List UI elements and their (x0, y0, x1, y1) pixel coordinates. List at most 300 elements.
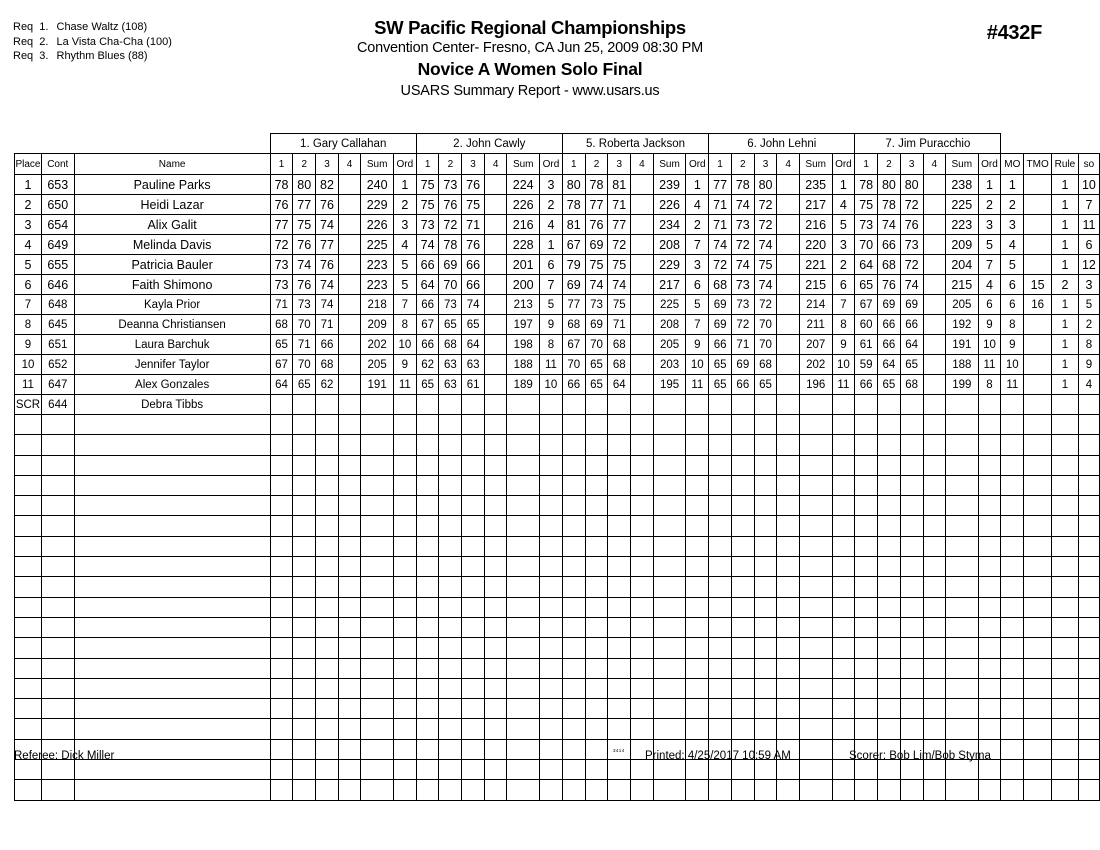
row-judge5-score2 (878, 496, 901, 516)
row-judge5-score1 (855, 536, 878, 556)
table-row[interactable] (15, 275, 1100, 295)
row-judge1-score1 (270, 678, 293, 698)
row-judge1-score1: 73 (270, 275, 293, 295)
row-judge4-ord (832, 395, 855, 415)
row-judge2-ord (540, 577, 563, 597)
row-judge5-score2: 66 (878, 235, 901, 255)
judge-title-3: 5. Roberta Jackson (562, 134, 708, 154)
row-judge5-score2: 74 (878, 215, 901, 235)
row-judge1-ord: 10 (393, 335, 416, 355)
row-judge2-score1: 66 (416, 335, 439, 355)
referee-label: Referee: Dick Miller (14, 750, 115, 762)
row-judge5-score1 (855, 699, 878, 719)
row-judge2-sum: 200 (507, 275, 540, 295)
row-judge3-score3: 71 (608, 315, 631, 335)
row-skater-name: Alex Gonzales (74, 375, 270, 395)
row-judge3-score3 (608, 597, 631, 617)
column-header-row (15, 154, 1100, 175)
row-rule (1052, 475, 1079, 495)
row-judge2-ord (540, 658, 563, 678)
row-judge4-score3 (754, 455, 777, 475)
row-judge2-score4 (484, 617, 506, 637)
row-judge3-ord: 3 (686, 255, 709, 275)
row-sum-ordinals (1078, 719, 1099, 739)
row-judge4-ord (832, 536, 855, 556)
row-judge4-score4 (777, 275, 799, 295)
row-contestant-number: 652 (41, 355, 74, 375)
row-skater-name (74, 516, 270, 536)
row-judge5-score1: 61 (855, 335, 878, 355)
row-judge2-score4 (484, 355, 506, 375)
row-judge1-score2: 73 (293, 295, 316, 315)
row-judge4-score1 (709, 577, 732, 597)
row-judge3-sum: 195 (653, 375, 686, 395)
row-judge4-sum: 196 (799, 375, 832, 395)
row-total-majority-ordinal (1024, 699, 1052, 719)
table-row[interactable] (15, 255, 1100, 275)
row-total-majority-ordinal (1024, 577, 1052, 597)
row-judge1-score4 (338, 597, 360, 617)
row-judge4-ord (832, 516, 855, 536)
table-row-empty[interactable] (15, 638, 1100, 658)
row-judge5-score2 (878, 577, 901, 597)
row-rule: 1 (1052, 315, 1079, 335)
row-judge4-score3 (754, 719, 777, 739)
row-judge3-sum: 225 (653, 295, 686, 315)
row-judge3-score3 (608, 658, 631, 678)
row-judge2-score2 (439, 658, 462, 678)
row-judge3-score3 (608, 536, 631, 556)
row-judge5-score4 (923, 255, 945, 275)
row-judge4-score2 (731, 455, 754, 475)
table-row[interactable] (15, 315, 1100, 335)
row-judge1-score2 (293, 395, 316, 415)
row-judge2-score3: 64 (462, 335, 485, 355)
row-judge5-score4 (923, 638, 945, 658)
row-judge5-score1 (855, 577, 878, 597)
table-row[interactable] (15, 175, 1100, 195)
row-judge2-score2 (439, 780, 462, 800)
row-judge1-score4 (338, 658, 360, 678)
row-judge4-score3: 70 (754, 335, 777, 355)
row-judge5-ord (978, 719, 1001, 739)
table-row-empty[interactable] (15, 719, 1100, 739)
row-judge3-ord: 1 (686, 175, 709, 195)
row-judge5-score4 (923, 536, 945, 556)
row-judge2-ord: 6 (540, 255, 563, 275)
row-judge1-score3: 77 (316, 235, 339, 255)
row-judge3-score4 (631, 175, 654, 195)
row-skater-name (74, 435, 270, 455)
row-rule (1052, 557, 1079, 577)
column-header-judge1-score4: 4 (338, 154, 360, 175)
row-judge1-score3: 74 (316, 295, 339, 315)
table-row-empty[interactable] (15, 536, 1100, 556)
row-judge1-score2 (293, 617, 316, 637)
row-judge2-score2: 63 (439, 375, 462, 395)
row-majority-ordinal (1001, 516, 1024, 536)
row-judge3-score1: 77 (562, 295, 585, 315)
row-skater-name (74, 617, 270, 637)
row-judge4-score2: 71 (731, 335, 754, 355)
row-judge4-sum: 207 (799, 335, 832, 355)
row-judge3-score3: 77 (608, 215, 631, 235)
table-row-empty[interactable] (15, 577, 1100, 597)
row-judge1-score3 (316, 780, 339, 800)
row-skater-name (74, 719, 270, 739)
row-judge3-score2 (585, 455, 608, 475)
table-row-empty[interactable] (15, 699, 1100, 719)
row-judge2-score1 (416, 516, 439, 536)
row-judge3-score4 (631, 435, 654, 455)
row-place (15, 496, 42, 516)
column-header-judge2-sum: Sum (507, 154, 540, 175)
row-rule: 1 (1052, 175, 1079, 195)
row-sum-ordinals: 9 (1078, 355, 1099, 375)
row-judge1-score4 (338, 577, 360, 597)
column-header-name: Name (74, 154, 270, 175)
row-judge5-score3 (900, 597, 923, 617)
row-judge4-sum (799, 395, 832, 415)
row-judge3-ord (686, 597, 709, 617)
row-judge4-score2 (731, 719, 754, 739)
row-judge4-score3 (754, 475, 777, 495)
row-judge4-score4 (777, 678, 799, 698)
column-header-judge5-sum: Sum (945, 154, 978, 175)
row-skater-name (74, 536, 270, 556)
row-total-majority-ordinal (1024, 235, 1052, 255)
row-judge3-sum (653, 719, 686, 739)
row-judge5-ord: 7 (978, 255, 1001, 275)
row-judge1-score4 (338, 617, 360, 637)
row-judge3-score2 (585, 496, 608, 516)
judge-title-tail-spacer (1001, 134, 1100, 154)
row-judge4-score4 (777, 315, 799, 335)
judge-title-spacer (15, 134, 271, 154)
row-judge5-sum (945, 395, 978, 415)
table-row-empty[interactable] (15, 415, 1100, 435)
row-judge4-sum: 235 (799, 175, 832, 195)
row-total-majority-ordinal (1024, 678, 1052, 698)
row-judge5-score2 (878, 475, 901, 495)
row-judge5-score4 (923, 597, 945, 617)
row-judge1-score4 (338, 678, 360, 698)
row-judge4-ord (832, 638, 855, 658)
row-judge3-score2 (585, 780, 608, 800)
row-judge1-sum (361, 557, 394, 577)
row-judge4-score2 (731, 597, 754, 617)
judge-title-5: 7. Jim Puracchio (855, 134, 1001, 154)
row-judge2-score3: 61 (462, 375, 485, 395)
row-judge1-score1 (270, 415, 293, 435)
row-judge5-score3 (900, 557, 923, 577)
row-judge5-score4 (923, 295, 945, 315)
row-contestant-number: 648 (41, 295, 74, 315)
row-judge2-score4 (484, 557, 506, 577)
row-judge2-score3: 76 (462, 235, 485, 255)
row-rule (1052, 415, 1079, 435)
row-contestant-number: 646 (41, 275, 74, 295)
row-judge2-score1 (416, 415, 439, 435)
row-judge5-score3 (900, 638, 923, 658)
row-judge2-score3: 65 (462, 315, 485, 335)
table-row-empty[interactable] (15, 475, 1100, 495)
row-sum-ordinals (1078, 395, 1099, 415)
row-judge5-score1 (855, 435, 878, 455)
row-majority-ordinal: 11 (1001, 375, 1024, 395)
row-judge1-score1: 73 (270, 255, 293, 275)
row-judge5-score3 (900, 415, 923, 435)
row-judge5-score1 (855, 415, 878, 435)
column-header-judge3-score2: 2 (585, 154, 608, 175)
row-judge4-score3 (754, 435, 777, 455)
table-row[interactable] (15, 375, 1100, 395)
row-judge5-sum (945, 780, 978, 800)
row-judge2-score2 (439, 617, 462, 637)
row-judge4-ord (832, 435, 855, 455)
row-judge3-score2: 65 (585, 375, 608, 395)
row-judge3-score2: 69 (585, 235, 608, 255)
row-judge1-score4 (338, 699, 360, 719)
row-judge5-score1 (855, 455, 878, 475)
row-judge1-score1: 65 (270, 335, 293, 355)
row-total-majority-ordinal (1024, 455, 1052, 475)
row-judge3-score1: 67 (562, 335, 585, 355)
row-judge4-score1: 77 (709, 175, 732, 195)
row-judge3-score1 (562, 678, 585, 698)
table-row-empty[interactable] (15, 780, 1100, 800)
table-row-empty[interactable] (15, 435, 1100, 455)
row-judge5-score3 (900, 699, 923, 719)
row-sum-ordinals (1078, 516, 1099, 536)
table-row-empty[interactable] (15, 455, 1100, 475)
row-judge4-sum: 216 (799, 215, 832, 235)
row-place: 2 (15, 195, 42, 215)
row-judge2-score3: 74 (462, 295, 485, 315)
requirement-label: Req (13, 50, 34, 62)
row-sum-ordinals: 5 (1078, 295, 1099, 315)
table-row-empty[interactable] (15, 658, 1100, 678)
row-judge2-score2: 73 (439, 295, 462, 315)
row-judge2-ord (540, 597, 563, 617)
row-judge4-score4 (777, 375, 799, 395)
table-row[interactable] (15, 355, 1100, 375)
row-rule (1052, 699, 1079, 719)
row-judge4-score1: 71 (709, 195, 732, 215)
row-judge2-ord (540, 617, 563, 637)
table-row[interactable] (15, 195, 1100, 215)
row-judge5-ord (978, 435, 1001, 455)
row-judge4-sum (799, 638, 832, 658)
row-judge1-score2 (293, 577, 316, 597)
row-judge2-score3: 63 (462, 355, 485, 375)
row-judge5-sum (945, 415, 978, 435)
row-judge2-score3 (462, 435, 485, 455)
row-judge5-score3: 72 (900, 255, 923, 275)
row-judge5-score4 (923, 275, 945, 295)
row-judge4-score4 (777, 597, 799, 617)
row-sum-ordinals (1078, 455, 1099, 475)
row-judge3-score3: 71 (608, 195, 631, 215)
row-judge3-ord (686, 678, 709, 698)
row-judge1-score3: 76 (316, 195, 339, 215)
row-judge4-score2 (731, 658, 754, 678)
row-skater-name: Jennifer Taylor (74, 355, 270, 375)
row-judge5-sum (945, 678, 978, 698)
column-header-judge5-score2: 2 (878, 154, 901, 175)
row-judge3-score4 (631, 516, 654, 536)
row-sum-ordinals (1078, 415, 1099, 435)
row-judge4-score2 (731, 678, 754, 698)
row-majority-ordinal (1001, 597, 1024, 617)
row-judge3-score3 (608, 475, 631, 495)
row-judge3-score2: 74 (585, 275, 608, 295)
row-judge2-score2 (439, 719, 462, 739)
table-row-empty[interactable] (15, 597, 1100, 617)
table-row[interactable] (15, 295, 1100, 315)
row-judge3-score3 (608, 638, 631, 658)
row-judge2-score4 (484, 658, 506, 678)
row-total-majority-ordinal (1024, 355, 1052, 375)
row-place: 10 (15, 355, 42, 375)
column-header-judge4-sum: Sum (799, 154, 832, 175)
row-total-majority-ordinal (1024, 255, 1052, 275)
row-judge5-score1: 60 (855, 315, 878, 335)
judge-title-row (15, 134, 1100, 154)
table-row-empty[interactable] (15, 557, 1100, 577)
row-place (15, 435, 42, 455)
row-majority-ordinal (1001, 658, 1024, 678)
row-judge5-score4 (923, 699, 945, 719)
row-judge2-score2: 72 (439, 215, 462, 235)
row-judge4-score3 (754, 496, 777, 516)
row-judge4-score1 (709, 496, 732, 516)
row-place: 9 (15, 335, 42, 355)
row-judge2-ord: 10 (540, 375, 563, 395)
row-judge1-score3 (316, 455, 339, 475)
row-judge2-score4 (484, 475, 506, 495)
row-judge2-score4 (484, 699, 506, 719)
row-rule (1052, 658, 1079, 678)
row-judge3-ord: 6 (686, 275, 709, 295)
row-judge2-score1 (416, 638, 439, 658)
row-skater-name: Laura Barchuk (74, 335, 270, 355)
row-judge1-sum (361, 475, 394, 495)
row-judge2-score2: 65 (439, 315, 462, 335)
row-judge5-ord: 4 (978, 275, 1001, 295)
row-judge2-score2: 76 (439, 195, 462, 215)
row-judge3-score4 (631, 699, 654, 719)
row-judge5-score1 (855, 719, 878, 739)
row-judge4-score2 (731, 435, 754, 455)
row-judge4-score2: 73 (731, 215, 754, 235)
row-judge1-score3 (316, 536, 339, 556)
row-judge4-score2: 73 (731, 295, 754, 315)
row-sum-ordinals: 2 (1078, 315, 1099, 335)
row-judge4-score2 (731, 638, 754, 658)
row-judge3-score2 (585, 577, 608, 597)
table-row-empty[interactable] (15, 617, 1100, 637)
row-total-majority-ordinal (1024, 215, 1052, 235)
row-judge2-score4 (484, 455, 506, 475)
requirement-number: 1. (39, 21, 49, 33)
column-header-place: Place (15, 154, 42, 175)
row-judge5-sum (945, 658, 978, 678)
row-judge1-ord (393, 577, 416, 597)
table-row-empty[interactable] (15, 678, 1100, 698)
row-judge2-sum: 189 (507, 375, 540, 395)
row-judge3-score3 (608, 557, 631, 577)
row-judge1-score2: 76 (293, 235, 316, 255)
row-judge4-score4 (777, 475, 799, 495)
row-judge2-score1: 67 (416, 315, 439, 335)
table-row[interactable] (15, 395, 1100, 415)
row-judge5-score3 (900, 658, 923, 678)
row-judge3-score1: 70 (562, 355, 585, 375)
row-judge1-score2 (293, 699, 316, 719)
row-judge4-score1 (709, 536, 732, 556)
row-judge4-score4 (777, 415, 799, 435)
row-judge3-ord (686, 658, 709, 678)
row-judge3-score1: 66 (562, 375, 585, 395)
row-judge4-score1: 71 (709, 215, 732, 235)
row-judge4-score2: 72 (731, 315, 754, 335)
row-majority-ordinal (1001, 699, 1024, 719)
row-majority-ordinal: 1 (1001, 175, 1024, 195)
row-judge2-score4 (484, 678, 506, 698)
table-row[interactable] (15, 335, 1100, 355)
table-row-empty[interactable] (15, 516, 1100, 536)
column-header-judge2-ord: Ord (540, 154, 563, 175)
row-judge1-ord: 4 (393, 235, 416, 255)
row-total-majority-ordinal (1024, 617, 1052, 637)
row-judge4-score2 (731, 415, 754, 435)
row-majority-ordinal (1001, 719, 1024, 739)
row-judge4-score3: 72 (754, 195, 777, 215)
row-sum-ordinals: 8 (1078, 335, 1099, 355)
row-judge3-score4 (631, 617, 654, 637)
row-judge1-score2: 70 (293, 315, 316, 335)
table-row[interactable] (15, 235, 1100, 255)
row-judge4-score2 (731, 496, 754, 516)
row-skater-name: Heidi Lazar (74, 195, 270, 215)
row-judge3-sum (653, 678, 686, 698)
row-judge3-score3: 64 (608, 375, 631, 395)
column-header-judge3-ord: Ord (686, 154, 709, 175)
row-judge2-score1: 74 (416, 235, 439, 255)
row-judge3-ord: 2 (686, 215, 709, 235)
row-judge4-score4 (777, 516, 799, 536)
requirement-name: Rhythm Blues (88) (56, 50, 148, 62)
row-judge4-score3 (754, 658, 777, 678)
row-sum-ordinals (1078, 699, 1099, 719)
row-judge1-score1: 77 (270, 215, 293, 235)
row-judge3-ord: 11 (686, 375, 709, 395)
row-judge2-score3 (462, 577, 485, 597)
row-judge4-ord (832, 719, 855, 739)
row-judge3-score2: 75 (585, 255, 608, 275)
row-judge3-score4 (631, 475, 654, 495)
row-judge2-score4 (484, 335, 506, 355)
table-row-empty[interactable] (15, 496, 1100, 516)
row-judge2-score1 (416, 780, 439, 800)
row-judge4-score1 (709, 780, 732, 800)
row-judge2-score2 (439, 496, 462, 516)
row-judge5-score3 (900, 536, 923, 556)
row-judge1-sum: 229 (361, 195, 394, 215)
row-judge3-ord: 7 (686, 315, 709, 335)
table-row[interactable] (15, 215, 1100, 235)
